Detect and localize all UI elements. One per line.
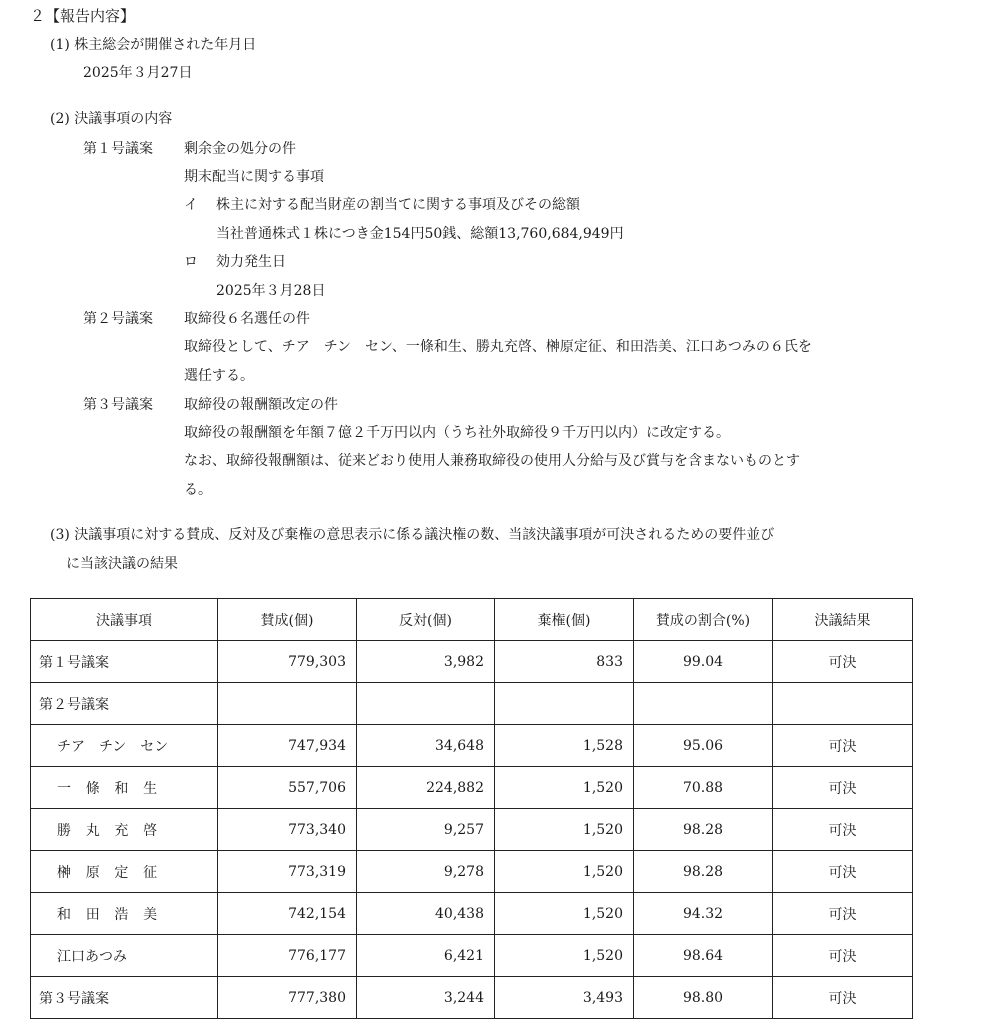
row-item: 榊原定征 <box>31 851 218 893</box>
row-abstain: 1,520 <box>495 767 634 809</box>
row-against: 3,244 <box>357 977 495 1019</box>
row-item: 江口あつみ <box>31 935 218 977</box>
proposal1-a-marker: イ <box>184 197 198 213</box>
item3-heading-line1: (3) 決議事項に対する賛成、反対及び棄権の意思表示に係る議決権の数、当該決議事項が可決されるための要件並び <box>50 527 775 543</box>
row-for: 773,340 <box>218 809 357 851</box>
row-against: 9,278 <box>357 851 495 893</box>
proposal1-a-text: 株主に対する配当財産の割当てに関する事項及びその総額 <box>216 197 580 213</box>
row-result: 可決 <box>773 977 913 1019</box>
row-result: 可決 <box>773 851 913 893</box>
row-against: 3,982 <box>357 641 495 683</box>
table-row <box>31 641 913 683</box>
row-abstain: 1,520 <box>495 809 634 851</box>
row-item: 第３号議案 <box>31 977 218 1019</box>
proposal2-title: 取締役６名選任の件 <box>184 311 310 327</box>
row-for: 742,154 <box>218 893 357 935</box>
row-abstain: 833 <box>495 641 634 683</box>
table-row <box>31 725 913 767</box>
section-title: ２【報告内容】 <box>30 7 136 25</box>
row-item: 勝丸充啓 <box>31 809 218 851</box>
item1-heading: (1) 株主総会が開催された年月日 <box>50 37 257 53</box>
row-abstain: 1,520 <box>495 935 634 977</box>
row-ratio: 95.06 <box>634 725 773 767</box>
row-result: 可決 <box>773 767 913 809</box>
proposal1-title: 剰余金の処分の件 <box>184 141 296 157</box>
row-for: 777,380 <box>218 977 357 1019</box>
row-result: 可決 <box>773 809 913 851</box>
row-abstain: 1,520 <box>495 851 634 893</box>
meeting-date: 2025年３月27日 <box>83 65 193 81</box>
row-abstain: 1,528 <box>495 725 634 767</box>
row-item: 和田浩美 <box>31 893 218 935</box>
row-result: 可決 <box>773 641 913 683</box>
proposal1-label: 第１号議案 <box>83 141 153 157</box>
table-row <box>31 683 913 725</box>
row-for: 779,303 <box>218 641 357 683</box>
proposal2-line1: 取締役として、チア チン セン、一條和生、勝丸充啓、榊原定征、和田浩美、江口あつみの６氏を <box>184 339 812 355</box>
row-against: 40,438 <box>357 893 495 935</box>
row-against: 224,882 <box>357 767 495 809</box>
proposal3-label: 第３号議案 <box>83 397 153 413</box>
proposal3-line1: 取締役の報酬額を年額７億２千万円以内（うち社外取締役９千万円以内）に改定する。 <box>184 425 730 441</box>
row-ratio: 98.64 <box>634 935 773 977</box>
proposal1-b-text: 効力発生日 <box>216 254 286 270</box>
header-for: 賛成(個) <box>218 599 357 641</box>
row-item: チア チン セン <box>31 725 218 767</box>
voting-results-table <box>30 598 913 1019</box>
table-row <box>31 977 913 1019</box>
row-abstain: 3,493 <box>495 977 634 1019</box>
row-ratio: 98.28 <box>634 809 773 851</box>
proposal3-line3: る。 <box>184 482 212 498</box>
item2-heading: (2) 決議事項の内容 <box>50 111 173 127</box>
row-result <box>773 683 913 725</box>
header-item: 決議事項 <box>31 599 218 641</box>
item3-heading-line2: に当該決議の結果 <box>66 556 178 572</box>
table-row <box>31 851 913 893</box>
row-against: 9,257 <box>357 809 495 851</box>
row-against <box>357 683 495 725</box>
row-for: 776,177 <box>218 935 357 977</box>
row-ratio <box>634 683 773 725</box>
proposal1-subtitle: 期末配当に関する事項 <box>184 169 324 185</box>
row-result: 可決 <box>773 893 913 935</box>
header-abstain: 棄権(個) <box>495 599 634 641</box>
row-result: 可決 <box>773 935 913 977</box>
row-ratio: 99.04 <box>634 641 773 683</box>
row-for: 747,934 <box>218 725 357 767</box>
row-item: 第２号議案 <box>31 683 218 725</box>
row-ratio: 98.28 <box>634 851 773 893</box>
proposal2-label: 第２号議案 <box>83 311 153 327</box>
row-for <box>218 683 357 725</box>
row-ratio: 98.80 <box>634 977 773 1019</box>
row-abstain: 1,520 <box>495 893 634 935</box>
header-against: 反対(個) <box>357 599 495 641</box>
proposal2-line2: 選任する。 <box>184 368 254 384</box>
row-item: 一條和生 <box>31 767 218 809</box>
table-row <box>31 893 913 935</box>
header-ratio: 賛成の割合(%) <box>634 599 773 641</box>
table-row <box>31 935 913 977</box>
proposal1-b-marker: ロ <box>184 254 198 270</box>
proposal3-title: 取締役の報酬額改定の件 <box>184 397 338 413</box>
table-header-row <box>31 599 913 641</box>
header-result: 決議結果 <box>773 599 913 641</box>
row-for: 773,319 <box>218 851 357 893</box>
row-result: 可決 <box>773 725 913 767</box>
row-ratio: 94.32 <box>634 893 773 935</box>
proposal1-b-detail: 2025年３月28日 <box>216 283 326 299</box>
table-row <box>31 767 913 809</box>
row-against: 34,648 <box>357 725 495 767</box>
row-ratio: 70.88 <box>634 767 773 809</box>
row-item: 第１号議案 <box>31 641 218 683</box>
table-row <box>31 809 913 851</box>
proposal3-line2: なお、取締役報酬額は、従来どおり使用人兼務取締役の使用人分給与及び賞与を含まないものとす <box>184 453 800 469</box>
proposal1-a-detail: 当社普通株式１株につき金154円50銭、総額13,760,684,949円 <box>216 226 624 242</box>
row-abstain <box>495 683 634 725</box>
row-for: 557,706 <box>218 767 357 809</box>
row-against: 6,421 <box>357 935 495 977</box>
